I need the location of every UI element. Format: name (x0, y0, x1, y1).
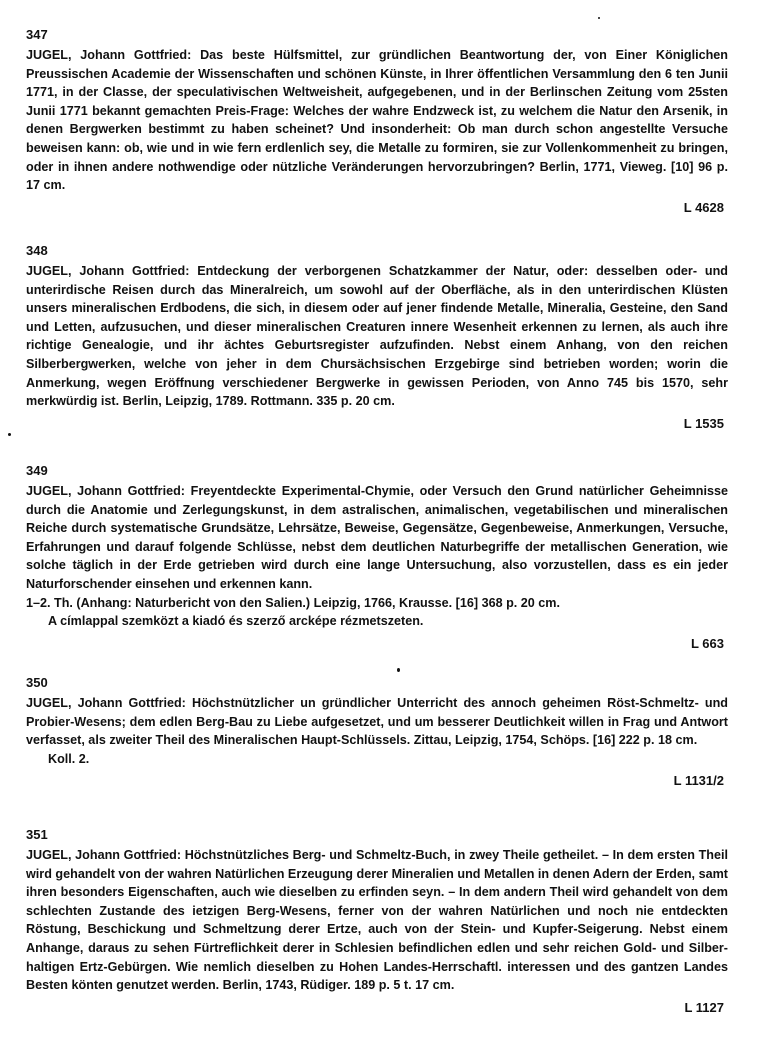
catalog-entry-347 (26, 26, 728, 217)
entry-description: JUGEL, Johann Gottfried: Freyentdeckte Experimental-Chymie, oder Versuch den Grund natürlicher Geheimnisse durch die Anatomie und Zerlegungskunst, in dem astralischen, animalischen, vegetabilischen und mineralischen Reiche durch systematische Grundsätze, Lehrsätze, Beweise, Gegensätze, Gegenbeweise, Anmerkungen, Versuche, Erfahrungen und darauf folgende Schlüsse, nebst dem deutlichen Naturbegriffe der metallischen Generation, wie solche täglich in der Erde getrieben wird durch eine lange Untersuchung, also vorzustellen, dass es ein jeder Naturforschender einsehen und erkennen kann. 1–2. Th. (Anhang: Naturbericht von den Salien.) Leipzig, 1766, Krausse. [16] 368 p. 20 cm. (26, 484, 728, 610)
entry-description: JUGEL, Johann Gottfried: Höchstnützlicher un gründlicher Unterricht des annoch geheimen Röst-Schmeltz- und Probier-Wesens; dem edlen Berg-Bau zu Liebe aufgesetzet, und um besserer Deutlichkeit willen in Frag und Antwort verfasset, als zweiter Theil des Mineralischen Haupt-Schlüssels. Zittau, Leipzig, 1754, Schöps. [16] 222 p. 18 cm. (26, 696, 728, 748)
entry-description: JUGEL, Johann Gottfried: Entdeckung der verborgenen Schatzkammer der Natur, oder: desselben oder- und unterirdische Reisen durch das Mineralreich, um sowohl auf der Oberfläche, als in den unterirdischen Klüsten unsers mineralischen Erdbodens, die sich, in diesem oder auf jener findende Metalle, Mineralia, Gesteine, den Sand und Letten, aufzusuchen, und dieser mineralischen Creaturen innere Wesenheit erkennen zu lernen, als auch ihre richtige Genealogie, und ihr ächtes Geburtsregister aufzufinden. Nebst einem Anhang, von den reichen Silberbergwerken, welche von jeher in dem Chursächsischen Erzgebirge sind betrieben worden; worin die Anmerkung, wegen Eröffnung verschiedener Bergwerke in gewissen Perioden, von Anno 745 bis 1570, sehr merkwürdig ist. Berlin, Leipzig, 1789. Rottmann. 335 p. 20 cm. (26, 264, 728, 409)
catalog-entry-351 (26, 826, 728, 1017)
shelf-mark: L 1131/2 (673, 773, 724, 789)
catalog-entry-349 (26, 462, 728, 653)
entry-number: 349 (26, 463, 48, 478)
entry-number: 347 (26, 27, 48, 42)
catalog-entry-350 (26, 674, 728, 790)
shelf-mark: L 663 (690, 635, 724, 651)
shelf-mark: L 1127 (684, 999, 724, 1015)
scan-speck (598, 17, 600, 19)
scan-speck (8, 433, 11, 436)
entry-description: JUGEL, Johann Gottfried: Höchstnützliches Berg- und Schmeltz-Buch, in zwey Theile getheilet. – In dem ersten Theil wird gehandelt von der wahren Natürlichen Erzeugung derer Mineralien und Metallen in denen Adern der Erden, samt ihren besonders Eigenschaften, auch wie dieselben zu erfinden seyn. – In dem andern Theil wird gehandelt von dem schlechten Zustande des ietzigen Berg-Wesens, ferner von der wahren Natürlichen und noch nie entdeckten Röstung, Beschickung und Schmeltzung derer Ertze, auch von der Stein- und Kupfer-Seigerung. Nebst einem Anhange, daraus zu sehen Fürtreflichkeit derer in Schlesien befindlichen edlen und sehr reichen Gold- und Silber-haltigen Ertz-Gebürgen. Wie nemlich dieselben zu Hohen Landes-Herrschaftl. interessen und des gantzen Landes Besten könten genutzet werden. Berlin, 1743, Rüdiger. 189 p. 5 t. 17 cm. (26, 848, 728, 993)
entry-note: Koll. 2. (48, 751, 90, 766)
catalog-entry-348 (26, 242, 728, 433)
shelf-mark: L 1535 (683, 415, 724, 431)
entry-number: 351 (26, 827, 48, 842)
entry-number: 350 (26, 675, 48, 690)
shelf-mark: L 4628 (683, 199, 724, 215)
entry-note: A címlappal szemközt a kiadó és szerző arcképe rézmetszeten. (48, 614, 424, 629)
entry-number: 348 (26, 243, 48, 258)
scan-speck (397, 668, 400, 672)
entry-description: JUGEL, Johann Gottfried: Das beste Hülfsmittel, zur gründlichen Beantwortung der, von Einer Königlichen Preussischen Academie der Wissenschaften und schönen Künste, in Ihrer öffentlichen Versammlung den 6 ten Junii 1771, in der Classe, der speculativischen Weltweisheit, aufgegebenen, und in der Berlinschen Zeitung vom 25sten Junii 1771 bekannt gemachten Preis-Frage: Welches der wahre Endzweck ist, zu welchem die Natur den Arsenik, in denen Bergwerken bestimmt zu haben scheinet? Und insonderheit: Ob man durch schon angestellte Versuche beweisen kann: ob, wie und in wie fern erdlenlich sey, die Metalle zu formiren, sie zur Vollenkommenheit zu bringen, oder in ihnen andere nothwendige oder nützliche Veränderungen hervorzubringen? Berlin, 1771, Vieweg. [10] 96 p. 17 cm. (26, 48, 728, 193)
